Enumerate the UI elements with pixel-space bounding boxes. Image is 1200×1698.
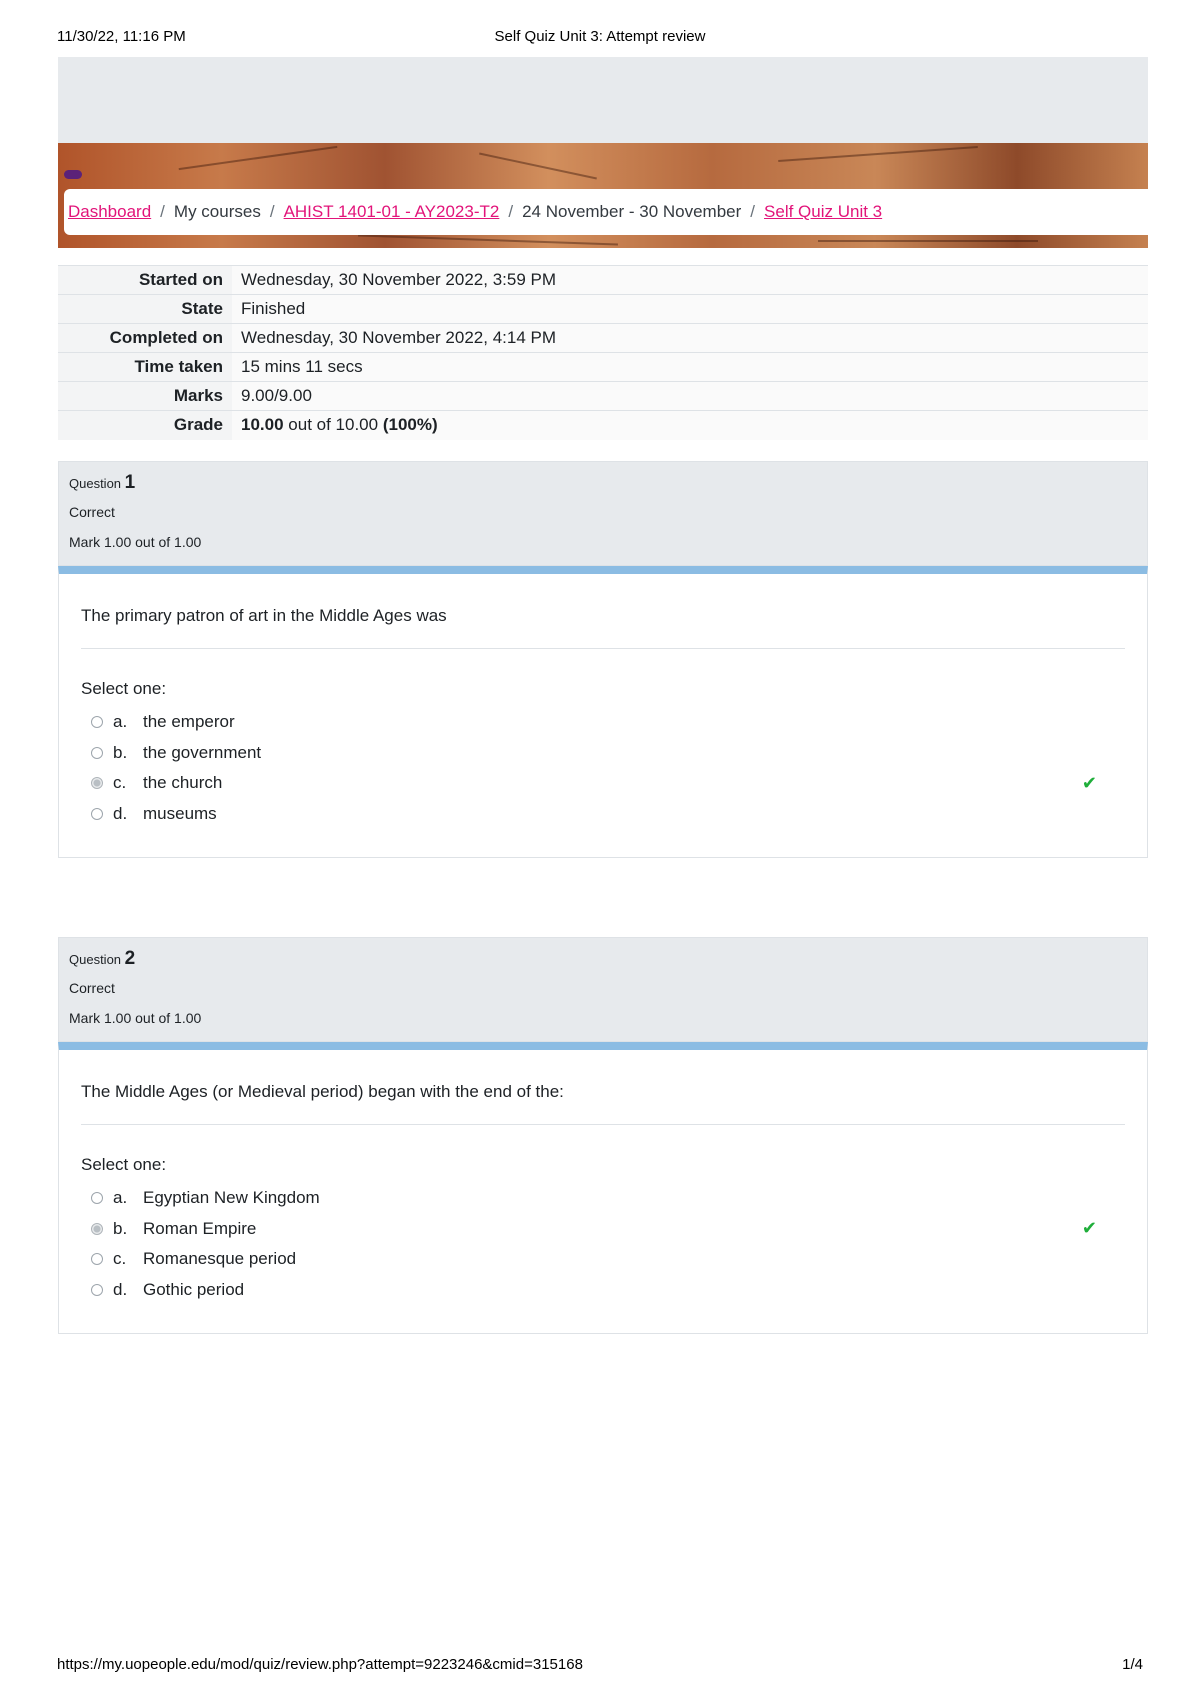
summary-label: Started on [58,266,232,295]
question-content [58,1042,1148,1334]
breadcrumb-separator: / [160,202,165,221]
answer-option-selected[interactable] [81,768,1125,799]
question-state: Correct [69,980,115,996]
breadcrumb-week: 24 November - 30 November [522,202,742,221]
summary-label: Marks [58,382,232,411]
radio-icon[interactable] [91,1284,103,1296]
summary-value: Wednesday, 30 November 2022, 3:59 PM [232,266,1148,295]
summary-value: Wednesday, 30 November 2022, 4:14 PM [232,324,1148,353]
breadcrumb-my-courses: My courses [173,202,261,221]
radio-icon[interactable] [91,777,103,789]
answer-text: Egyptian New Kingdom [143,1188,320,1208]
answer-letter: a. [113,712,128,732]
answer-option[interactable] [81,1275,1125,1306]
breadcrumb-quiz-link[interactable]: Self Quiz Unit 3 [764,202,883,221]
question-number [69,472,135,494]
question-content [58,566,1148,858]
answer-text: the government [143,742,262,762]
answer-text: Romanesque period [143,1249,297,1269]
summary-value: Finished [232,295,1148,324]
question-2 [58,937,1148,1334]
breadcrumb-separator: / [508,202,514,221]
grade-percent: (100%) [382,415,438,435]
print-header [57,28,1143,48]
summary-value: 15 mins 11 secs [232,353,1148,382]
answer-option[interactable] [81,799,1125,830]
answer-text: the emperor [143,712,235,732]
answer-letter: b. [113,1218,128,1238]
summary-value: 9.00/9.00 [232,382,1148,411]
summary-row-grade [58,411,1148,440]
question-number-value: 2 [124,948,136,969]
summary-row-marks [58,382,1148,411]
answer-letter: d. [113,803,128,823]
breadcrumb-dashboard-link[interactable]: Dashboard [68,202,152,221]
radio-icon[interactable] [91,716,103,728]
grade-out-of: out of 10.00 [288,415,379,435]
answer-letter: c. [113,1249,127,1269]
question-info [58,461,1148,566]
answer-letter: d. [113,1279,128,1299]
print-page-title: Self Quiz Unit 3: Attempt review [494,28,706,45]
question-grade: Mark 1.00 out of 1.00 [69,534,202,550]
question-state: Correct [69,504,115,520]
question-text: The Middle Ages (or Medieval period) began with the end of the: [81,1050,1125,1125]
answer-letter: a. [113,1188,128,1208]
radio-icon[interactable] [91,808,103,820]
radio-icon[interactable] [91,1192,103,1204]
question-info [58,937,1148,1042]
answer-list [81,707,1125,857]
summary-row-time [58,353,1148,382]
answer-option[interactable] [81,1183,1125,1214]
print-datetime: 11/30/22, 11:16 PM [57,28,186,45]
answer-text: museums [143,803,217,823]
banner-badge [64,170,82,179]
answer-text: the church [143,773,223,793]
question-text: The primary patron of art in the Middle Ages was [81,574,1125,649]
radio-icon[interactable] [91,1253,103,1265]
course-header-banner [58,143,1148,248]
answer-letter: c. [113,773,127,793]
question-label: Question [69,476,122,491]
summary-label: State [58,295,232,324]
question-grade: Mark 1.00 out of 1.00 [69,1010,202,1026]
print-url: https://my.uopeople.edu/mod/quiz/review.php?attempt=9223246&cmid=315168 [57,1656,583,1673]
answer-option[interactable] [81,738,1125,769]
question-1 [58,461,1148,858]
answer-text: Roman Empire [143,1218,257,1238]
question-label: Question [69,952,122,967]
answer-option-selected[interactable] [81,1214,1125,1245]
attempt-summary-table [58,265,1148,440]
breadcrumb-separator: / [750,202,756,221]
breadcrumb-course-link[interactable]: AHIST 1401-01 - AY2023-T2 [283,202,500,221]
question-number-value: 1 [124,472,136,493]
summary-label: Completed on [58,324,232,353]
radio-icon[interactable] [91,1223,103,1235]
answer-option[interactable] [81,707,1125,738]
print-page-number: 1/4 [1122,1656,1143,1673]
grade-score: 10.00 [241,415,284,435]
radio-icon[interactable] [91,747,103,759]
summary-row-started [58,266,1148,295]
breadcrumb-separator: / [269,202,275,221]
check-icon: ✔ [1081,772,1097,793]
summary-value [232,411,1148,440]
breadcrumb [64,189,1148,235]
answer-option[interactable] [81,1244,1125,1275]
summary-label: Time taken [58,353,232,382]
summary-row-completed [58,324,1148,353]
check-icon: ✔ [1081,1218,1097,1239]
summary-row-state [58,295,1148,324]
answer-letter: b. [113,742,128,762]
page [58,57,1148,1299]
answer-list [81,1183,1125,1333]
select-one-prompt: Select one: [81,1155,167,1174]
print-footer [57,1656,1143,1676]
select-one-prompt: Select one: [81,679,167,698]
question-number [69,948,135,970]
answer-text: Gothic period [143,1279,245,1299]
top-navbar-area [58,57,1148,143]
summary-label: Grade [58,411,232,440]
